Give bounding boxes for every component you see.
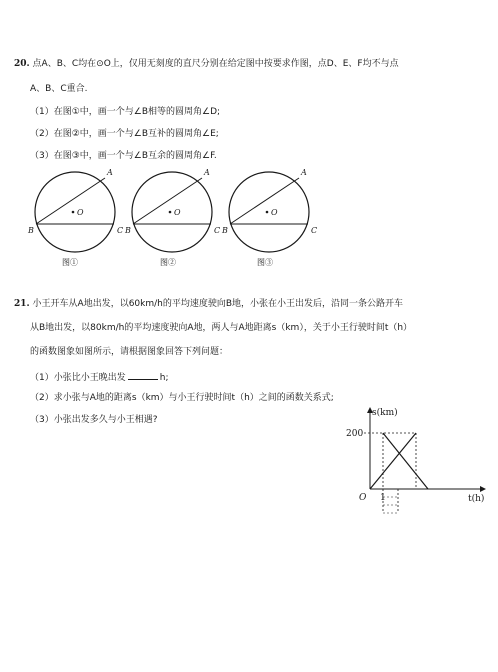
q21-part2: （2）求小张与A地的距离s（km）与小王行驶时间t（h）之间的函数关系式; xyxy=(30,393,334,403)
q20-stem-line2: A、B、C重合. xyxy=(30,84,88,94)
circle-figure-1 xyxy=(27,168,123,267)
figure-1-label: 图① xyxy=(62,258,78,267)
circle-figure-3 xyxy=(221,168,317,267)
figure-3-label: 图③ xyxy=(257,258,273,267)
point-a-label: A xyxy=(204,168,210,177)
q21-number: 21. xyxy=(14,299,30,309)
q21-part3: （3）小张出发多久与小王相遇? xyxy=(30,415,158,425)
point-b-label: B xyxy=(125,226,131,235)
y-axis-label: s(km) xyxy=(372,408,398,418)
q20-part2: （2）在图②中，画一个与∠B互补的圆周角∠E; xyxy=(30,129,219,139)
q20-line1 xyxy=(14,58,399,70)
q21-line1 xyxy=(14,298,403,310)
circle-figure-2 xyxy=(124,168,220,267)
answer-blank[interactable] xyxy=(128,370,158,380)
point-a-label: A xyxy=(107,168,113,177)
point-a-label: A xyxy=(301,168,307,177)
wang-line xyxy=(370,433,416,489)
point-c-label: C xyxy=(117,226,124,235)
function-graph xyxy=(330,405,490,525)
q20-stem-line1: 点A、B、C均在⊙O上，仅用无刻度的直尺分别在给定图中按要求作图，点D、E、F均不与点 xyxy=(32,59,399,69)
x-tick-label: 1 xyxy=(380,493,386,503)
q21-stem-line2: 从B地出发，以80km/h的平均速度驶向A地，两人与A地距离s（km），关于小王行驶时间t（h） xyxy=(30,323,413,333)
figure-2-label: 图② xyxy=(160,258,176,267)
point-b-label: B xyxy=(28,226,34,235)
center-label: O xyxy=(271,208,278,217)
q20-figures xyxy=(0,164,498,274)
q20-part1: （1）在图①中，画一个与∠B相等的圆周角∠D; xyxy=(30,107,221,117)
center-label: O xyxy=(174,208,181,217)
origin-label: O xyxy=(359,493,367,503)
q20-part3: （3）在图③中，画一个与∠B互余的圆周角∠F. xyxy=(30,151,217,161)
q21-part1-suffix: h; xyxy=(159,373,169,383)
q21-part1 xyxy=(30,370,168,384)
q20-number: 20. xyxy=(14,59,30,69)
q21-stem-line1: 小王开车从A地出发，以60km/h的平均速度驶向B地，小张在小王出发后，沿同一条公路开车 xyxy=(32,299,404,309)
y-tick-label: 200 xyxy=(346,429,364,439)
point-c-label: C xyxy=(311,226,318,235)
x-axis-label: t(h) xyxy=(468,494,485,504)
q21-stem-line3: 的函数图象如图所示，请根据图象回答下列问题： xyxy=(30,347,229,357)
point-b-label: B xyxy=(222,226,228,235)
zhang-line xyxy=(383,433,428,489)
center-label: O xyxy=(77,208,84,217)
point-c-label: C xyxy=(214,226,221,235)
q21-part1-prefix: （1）小张比小王晚出发 xyxy=(30,373,126,383)
